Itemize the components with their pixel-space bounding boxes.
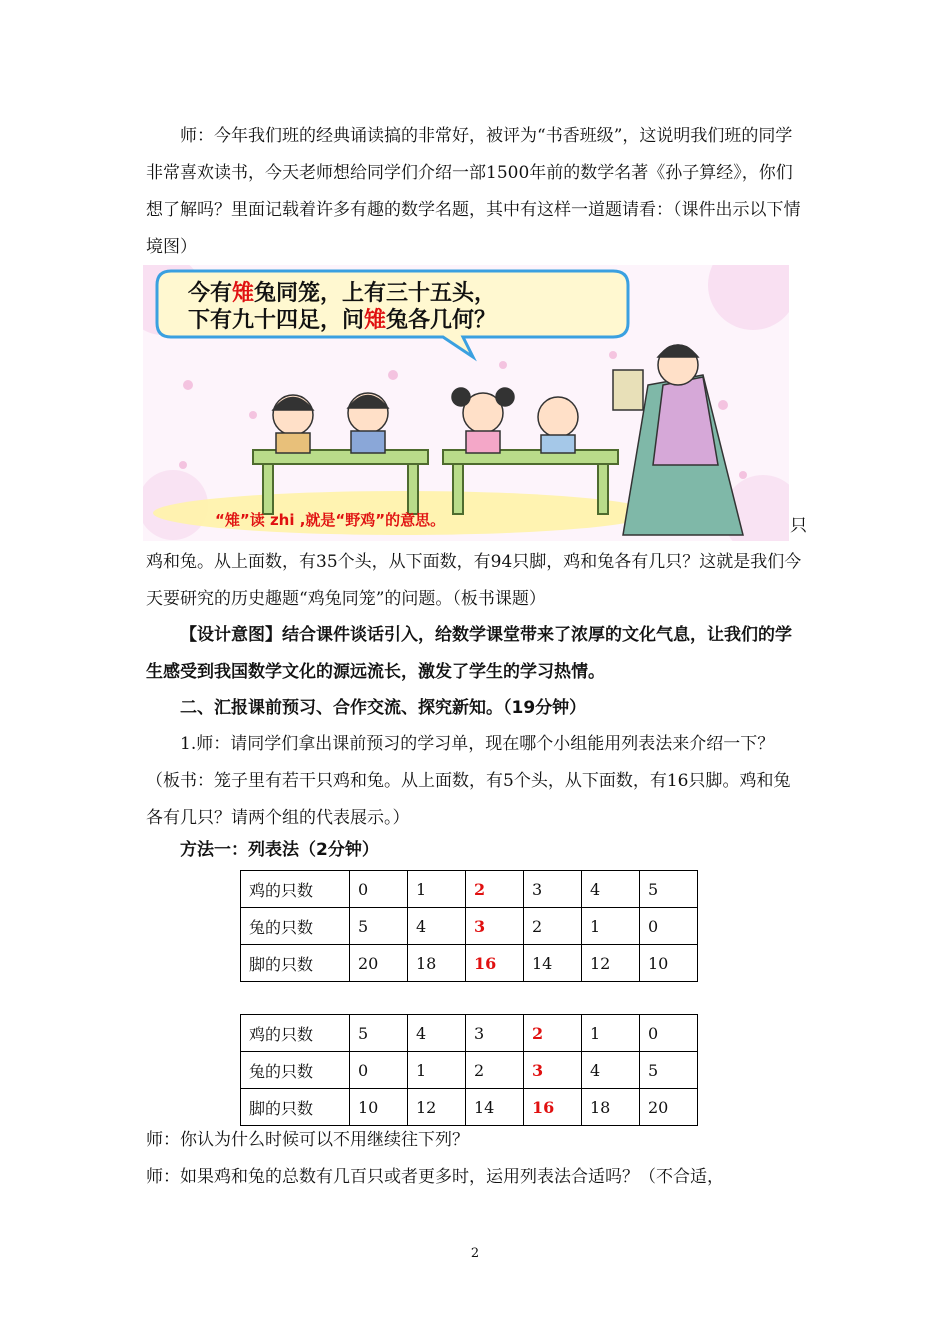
table-cell: 5 [350, 1015, 408, 1052]
section-heading: 二、汇报课前预习、合作交流、探究新知。（19分钟） [180, 698, 587, 718]
table-cell: 16 [466, 945, 524, 982]
table-cell: 4 [582, 871, 640, 908]
table-cell: 14 [466, 1089, 524, 1126]
table-cell: 20 [640, 1089, 698, 1126]
table-row [241, 1089, 698, 1126]
table-cell: 10 [640, 945, 698, 982]
table-cell: 1 [582, 908, 640, 945]
design-intent-paragraph: 【设计意图】结合课件谈话引入，给数学课堂带来了浓厚的文化气息，让我们的学生感受到我国数学文化的源远流长，激发了学生的学习热情。 [146, 625, 792, 682]
row-label: 兔的只数 [241, 1052, 350, 1089]
row-label: 鸡的只数 [241, 1015, 350, 1052]
table-cell: 1 [408, 871, 466, 908]
table-cell: 5 [640, 1052, 698, 1089]
situation-illustration [143, 265, 789, 541]
table-cell: 5 [640, 871, 698, 908]
bubble-line2-a: 下有九十四足，问 [188, 308, 365, 333]
listing-table-2 [240, 1014, 698, 1126]
table-cell: 14 [524, 945, 582, 982]
row-label: 脚的只数 [241, 945, 350, 982]
table-cell: 2 [466, 1052, 524, 1089]
table-row [241, 1015, 698, 1052]
problem-paragraph: 鸡和兔。从上面数，有35个头，从下面数，有94只脚，鸡和兔各有几只？这就是我们今天要研究的历史趣题“鸡兔同笼”的问题。（板书课题） [146, 552, 802, 609]
listing-table-1 [240, 870, 698, 982]
table-cell: 16 [524, 1089, 582, 1126]
table-cell: 0 [350, 1052, 408, 1089]
svg-text:下有九十四足，问雉兔各几何？ [188, 307, 496, 333]
table-cell: 3 [466, 1015, 524, 1052]
bubble-line2-c: 兔各几何？ [386, 308, 497, 333]
row-label: 鸡的只数 [241, 871, 350, 908]
table-cell: 0 [640, 1015, 698, 1052]
table-cell: 0 [640, 908, 698, 945]
table-cell: 0 [350, 871, 408, 908]
table-cell: 3 [524, 1052, 582, 1089]
table-cell: 1 [582, 1015, 640, 1052]
page-number: 2 [470, 1246, 480, 1261]
inline-continuation: 只 [790, 516, 807, 536]
table-cell: 2 [466, 871, 524, 908]
table-cell: 2 [524, 1015, 582, 1052]
bubble-line1-c: 兔同笼，上有三十五头， [254, 281, 497, 306]
table-row [241, 1052, 698, 1089]
table-row [241, 945, 698, 982]
row-label: 脚的只数 [241, 1089, 350, 1126]
table-cell: 2 [524, 908, 582, 945]
bubble-line1-a: 今有 [188, 281, 233, 306]
table-cell: 18 [582, 1089, 640, 1126]
intro-paragraph: 师：今年我们班的经典诵读搞的非常好，被评为“书香班级”，这说明我们班的同学非常喜欢读书，今天老师想给同学们介绍一部1500年前的数学名著《孙子算经》，你们想了解吗？里面记载着许多有趣的数学名题，其中有这样一道题请看：（课件出示以下情境图） [146, 126, 801, 257]
table-cell: 12 [582, 945, 640, 982]
table-cell: 3 [466, 908, 524, 945]
table-cell: 18 [408, 945, 466, 982]
table-cell: 4 [408, 1015, 466, 1052]
table-cell: 10 [350, 1089, 408, 1126]
method-heading: 方法一：列表法（2分钟） [180, 840, 379, 860]
table-cell: 12 [408, 1089, 466, 1126]
table-cell: 20 [350, 945, 408, 982]
table-cell: 4 [582, 1052, 640, 1089]
table-row [241, 871, 698, 908]
question-paragraph-1: 师：你认为什么时候可以不用继续往下列？ [146, 1130, 469, 1150]
table-cell: 3 [524, 871, 582, 908]
table-row [241, 908, 698, 945]
table-cell: 4 [408, 908, 466, 945]
preview-paragraph: 1.师：请同学们拿出课前预习的学习单，现在哪个小组能用列表法来介绍一下？（板书：笼子里有若干只鸡和兔。从上面数，有5个头，从下面数，有16只脚。鸡和兔各有几只？请两个组的代表展示。） [146, 734, 791, 828]
row-label: 兔的只数 [241, 908, 350, 945]
svg-text:今有雉兔同笼，上有三十五头， [188, 280, 496, 306]
illustration-caption: “雉”读 zhi ,就是“野鸡”的意思。 [215, 511, 446, 529]
table-cell: 5 [350, 908, 408, 945]
table-cell: 1 [408, 1052, 466, 1089]
question-paragraph-2: 师：如果鸡和兔的总数有几百只或者更多时，运用列表法合适吗？（不合适， [146, 1167, 724, 1187]
bubble-line2-b: 雉 [364, 308, 387, 333]
bubble-line1-b: 雉 [232, 281, 255, 306]
